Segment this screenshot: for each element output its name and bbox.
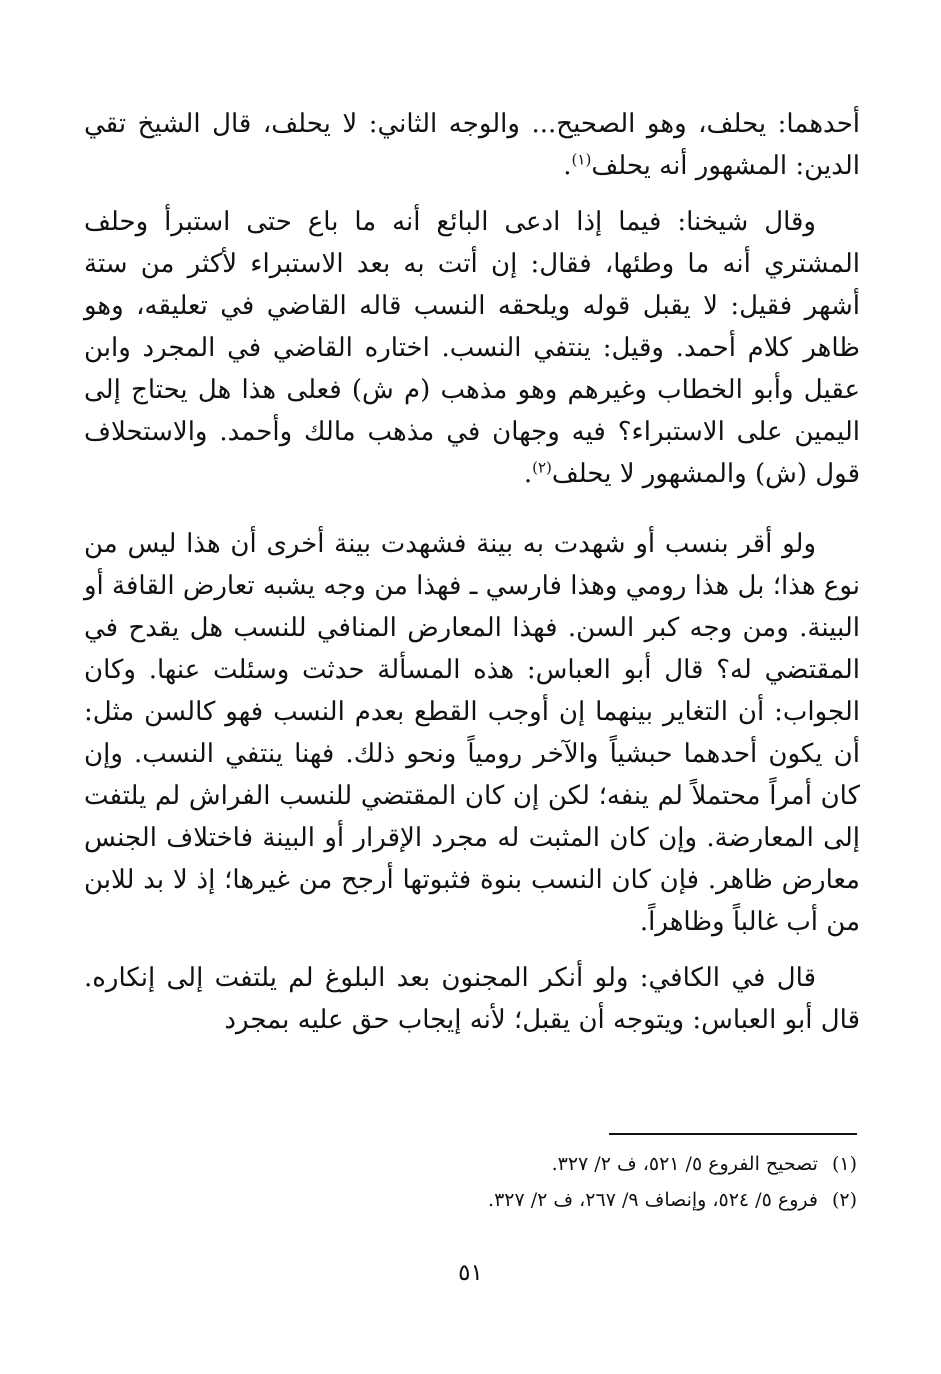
paragraph-4: قال في الكافي: ولو أنكر المجنون بعد البلوغ لم يلتفت إلى إنكاره. قال أبو العباس: ويتوجه أن يقبل؛ لأنه إيجاب حق عليه بمجرد: [84, 963, 860, 1035]
footnote-1: [157, 1146, 857, 1182]
footnote-number: (١): [831, 1153, 857, 1175]
footnote-ref-1: (١): [571, 150, 592, 169]
footnote-ref-2: (٢): [532, 458, 552, 477]
footnote-text: تصحيح الفروع ٥/ ٥٢١، ف ٢/ ٣٢٧.: [551, 1153, 818, 1175]
footnote-number: (٢): [831, 1189, 857, 1211]
footnote-text: فروع ٥/ ٥٢٤، وإنصاف ٩/ ٢٦٧، ف ٢/ ٣٢٧.: [488, 1189, 818, 1211]
main-text: [84, 103, 860, 1041]
paragraph-2: وقال شيخنا: فيما إذا ادعى البائع أنه ما باع حتى استبرأ وحلف المشتري أنه ما وطئها، فقال: إن أتت به بعد الاستبراء لأكثر من ستة أشهر فقيل: لا يقبل قوله ويلحقه النسب قاله القاضي في تعليقه، وهو ظاهر كلام أحمد. وقيل: ينتفي النسب. اختاره القاضي في المجرد وابن عقيل وأبو الخطاب وغيرهم وهو مذهب (م ش) فعلى هذا هل يحتاج إلى اليمين على الاستبراء؟ فيه وجهان في مذهب مالك وأحمد. والاستحلاف قول (ش) والمشهور لا يحلف$^{(٢)}$.: [84, 207, 860, 489]
footnote-2: [157, 1182, 857, 1218]
paragraph-1: أحدهما: يحلف، وهو الصحيح... والوجه الثاني: لا يحلف، قال الشيخ تقي الدين: المشهور أنه يحلف$^{(١)}$.: [84, 109, 860, 181]
footnotes: [157, 1146, 857, 1218]
paragraph-3: ولو أقر بنسب أو شهدت به بينة فشهدت بينة أخرى أن هذا ليس من نوع هذا؛ بل هذا رومي وهذا فارسي ـ فهذا من وجه يشبه تعارض القافة أو البينة. ومن وجه كبر السن. فهذا المعارض المنافي للنسب هل يقدح في المقتضي له؟ قال أبو العباس: هذه المسألة حدثت وسئلت عنها. وكان الجواب: أن التغاير بينهما إن أوجب القطع بعدم النسب فهو كالسن مثل: أن يكون أحدهما حبشياً والآخر رومياً ونحو ذلك. فهنا ينتفي النسب. وإن كان أمراً محتملاً لم ينفه؛ لكن إن كان المقتضي للنسب الفراش لم يلتفت إلى المعارضة. وإن كان المثبت له مجرد الإقرار أو البينة فاختلاف الجنس معارض ظاهر. فإن كان النسب بنوة فثبوتها أرجح من غيرها؛ إذ لا بد للابن من أب غالباً وظاهراً.: [84, 529, 860, 937]
page-number: ٥١: [458, 1260, 483, 1286]
footnote-divider: [609, 1133, 857, 1135]
